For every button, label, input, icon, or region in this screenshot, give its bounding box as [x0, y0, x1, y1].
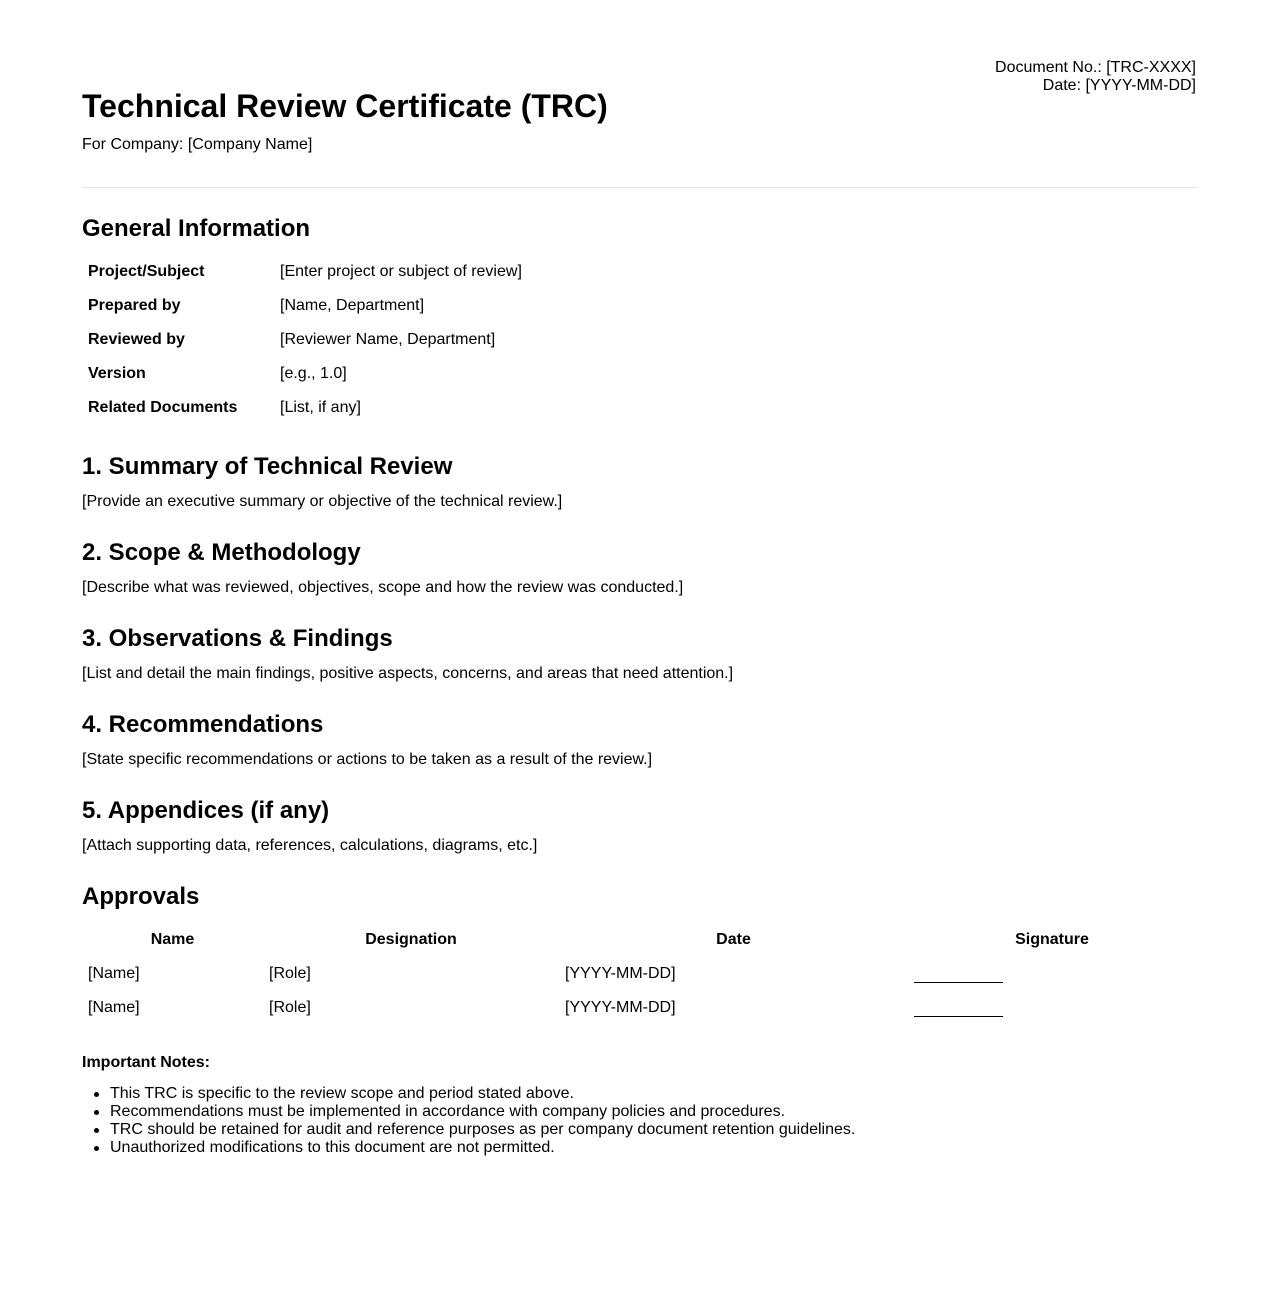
note-text: Unauthorized modifications to this document are not permitted.	[110, 1139, 555, 1156]
column-header-designation: Designation	[365, 931, 457, 948]
bullet-icon	[94, 1092, 99, 1097]
note-text: Recommendations must be implemented in accordance with company policies and procedures.	[110, 1103, 786, 1120]
section-recommendations-body: [State specific recommendations or actions to be taken as a result of the review.]	[82, 751, 653, 768]
section-summary-body: [Provide an executive summary or objective of the technical review.]	[82, 493, 563, 510]
approver-designation: [Role]	[269, 965, 311, 982]
column-header-signature: Signature	[1015, 931, 1089, 948]
section-recommendations-heading: 4. Recommendations	[82, 711, 324, 738]
info-label: Reviewed by	[88, 331, 185, 348]
info-label: Prepared by	[88, 297, 181, 314]
column-header-name: Name	[150, 931, 195, 948]
info-value: [Enter project or subject of review]	[280, 263, 522, 280]
section-scope-body: [Describe what was reviewed, objectives, scope and how the review was conducted.]	[82, 579, 684, 596]
notes-title: Important Notes:	[82, 1054, 210, 1071]
approvals-heading: Approvals	[82, 883, 200, 910]
info-label: Project/Subject	[88, 263, 205, 280]
document-meta	[995, 59, 1196, 95]
notes-list	[82, 1085, 855, 1157]
approval-date: [YYYY-MM-DD]	[565, 965, 676, 982]
approver-name: [Name]	[88, 999, 140, 1016]
section-findings-heading: 3. Observations & Findings	[82, 625, 393, 652]
section-summary-heading: 1. Summary of Technical Review	[82, 453, 453, 480]
bullet-icon	[94, 1146, 99, 1151]
page-title: Technical Review Certificate (TRC)	[82, 88, 608, 124]
info-value: [e.g., 1.0]	[280, 365, 347, 382]
general-info-heading: General Information	[82, 215, 311, 242]
header-divider	[82, 187, 1196, 188]
note-text: This TRC is specific to the review scope and period stated above.	[110, 1085, 574, 1102]
info-value: [Reviewer Name, Department]	[280, 331, 496, 348]
info-value: [Name, Department]	[280, 297, 425, 314]
approver-designation: [Role]	[269, 999, 311, 1016]
section-scope-heading: 2. Scope & Methodology	[82, 539, 361, 566]
list-item	[82, 1085, 855, 1103]
approver-name: [Name]	[88, 965, 140, 982]
approval-date: [YYYY-MM-DD]	[565, 999, 676, 1016]
bullet-icon	[94, 1128, 99, 1133]
info-value: [List, if any]	[280, 399, 361, 416]
section-appendices-body: [Attach supporting data, references, calculations, diagrams, etc.]	[82, 837, 538, 854]
list-item	[82, 1139, 855, 1157]
signature-line	[914, 982, 1003, 983]
signature-line	[914, 1016, 1003, 1017]
info-label: Version	[88, 365, 146, 382]
list-item	[82, 1103, 855, 1121]
company-line: For Company: [Company Name]	[82, 136, 313, 153]
document-date: Date: [YYYY-MM-DD]	[1042, 77, 1196, 94]
bullet-icon	[94, 1110, 99, 1115]
list-item	[82, 1121, 855, 1139]
info-label: Related Documents	[88, 399, 238, 416]
document-number: Document No.: [TRC-XXXX]	[995, 59, 1196, 76]
note-text: TRC should be retained for audit and reference purposes as per company document retention guidelines.	[110, 1121, 856, 1138]
section-findings-body: [List and detail the main findings, positive aspects, concerns, and areas that need attention.]	[82, 665, 734, 682]
section-appendices-heading: 5. Appendices (if any)	[82, 797, 330, 824]
column-header-date: Date	[716, 931, 751, 948]
